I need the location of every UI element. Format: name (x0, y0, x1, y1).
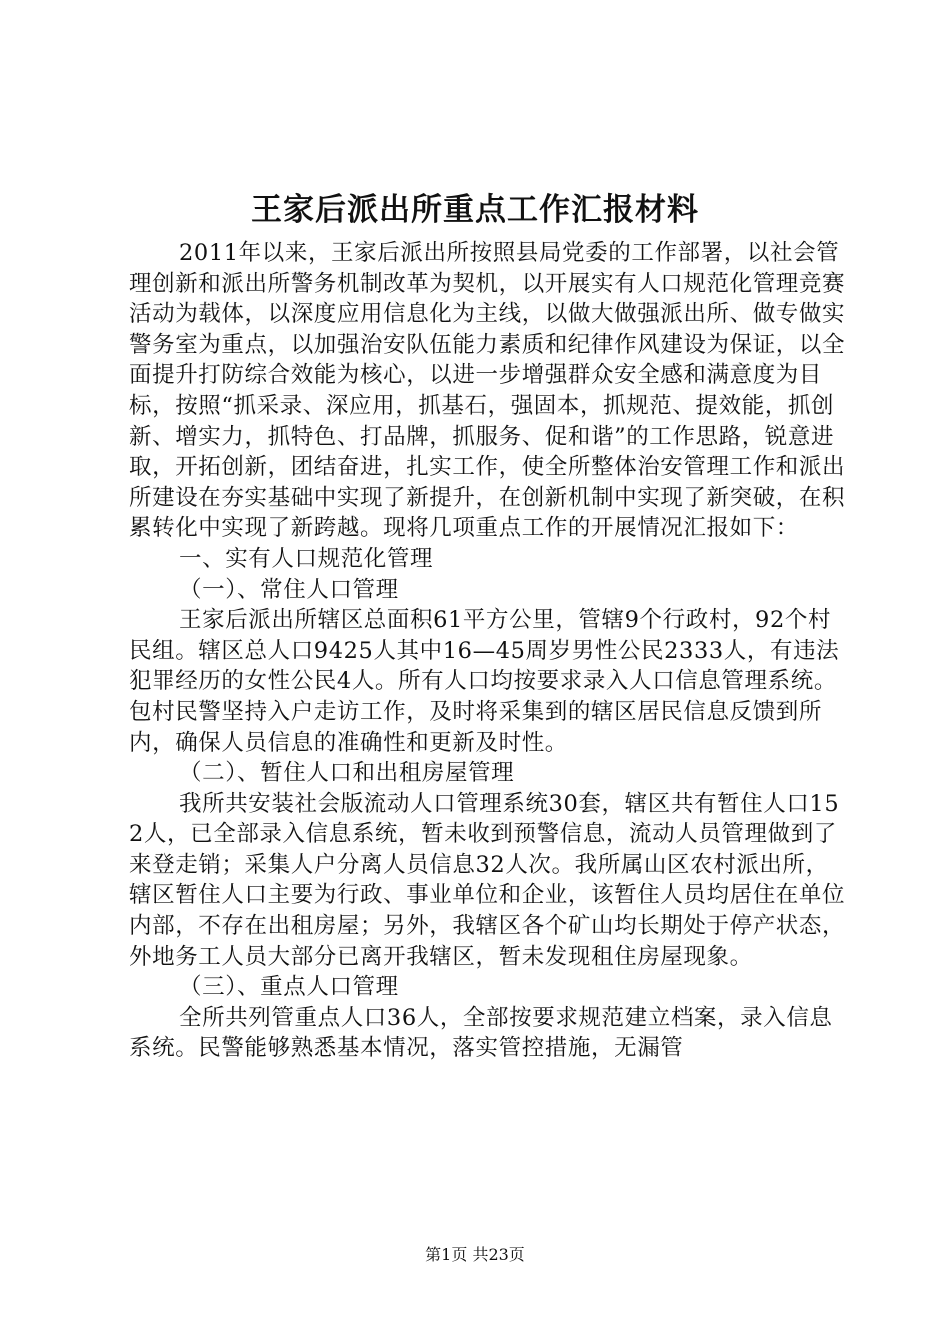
body-paragraph-temporary-population: 我所共安装社会版流动人口管理系统30套，辖区共有暂住人口152人，已全部录入信息系统，暂未收到预警信息，流动人员管理做到了来登走销；采集人户分离人员信息32人次。我所属山区农村派出所，辖区暂住人口主要为行政、事业单位和企业，该暂住人员均居住在单位内部，不存在出租房屋；另外，我辖区各个矿山均长期处于停产状态，外地务工人员大部分已离开我辖区，暂未发现租住房屋现象。 (129, 790, 846, 970)
subsection-heading-2: （二）、暂住人口和出租房屋管理 (179, 760, 515, 787)
document-title: 王家后派出所重点工作汇报材料 (251, 192, 699, 228)
body-paragraph-key-population: 全所共列管重点人口36人，全部按要求规范建立档案，录入信息系统。民警能够熟悉基本情况，落实管控措施，无漏管 (129, 1004, 833, 1062)
document-body (129, 238, 849, 1064)
body-paragraph-resident-population: 王家后派出所辖区总面积61平方公里，管辖9个行政村，92个村民组。辖区总人口9425人其中16—45周岁男性公民2333人，有违法犯罪经历的女性公民4人。所有人口均按要求录入人口信息管理系统。包村民警坚持入户走访工作，及时将采集到的辖区居民信息反馈到所内，确保人员信息的准确性和更新及时性。 (129, 607, 840, 756)
section-heading-1: 一、实有人口规范化管理 (179, 545, 434, 572)
subsection-heading-1: （一）、常住人口管理 (179, 576, 399, 603)
page-footer: 第1页 共23页 (425, 1245, 525, 1264)
intro-paragraph: 2011年以来，王家后派出所按照县局党委的工作部署，以社会管理创新和派出所警务机制改革为契机，以开展实有人口规范化管理竞赛活动为载体，以深度应用信息化为主线，以做大做强派出所、做专做实警务室为重点，以加强治安队伍能力素质和纪律作风建设为保证，以全面提升打防综合效能为核心，以进一步增强群众安全感和满意度为目标，按照“抓采录、深应用，抓基石，强固本，抓规范、提效能，抓创新、增实力，抓特色、打品牌，抓服务、促和谐”的工作思路，锐意进取，开拓创新，团结奋进，扎实工作，使全所整体治安管理工作和派出所建设在夯实基础中实现了新提升，在创新机制中实现了新突破，在积累转化中实现了新跨越。现将几项重点工作的开展情况汇报如下： (129, 240, 846, 542)
subsection-heading-3: （三）、重点人口管理 (179, 974, 399, 1001)
